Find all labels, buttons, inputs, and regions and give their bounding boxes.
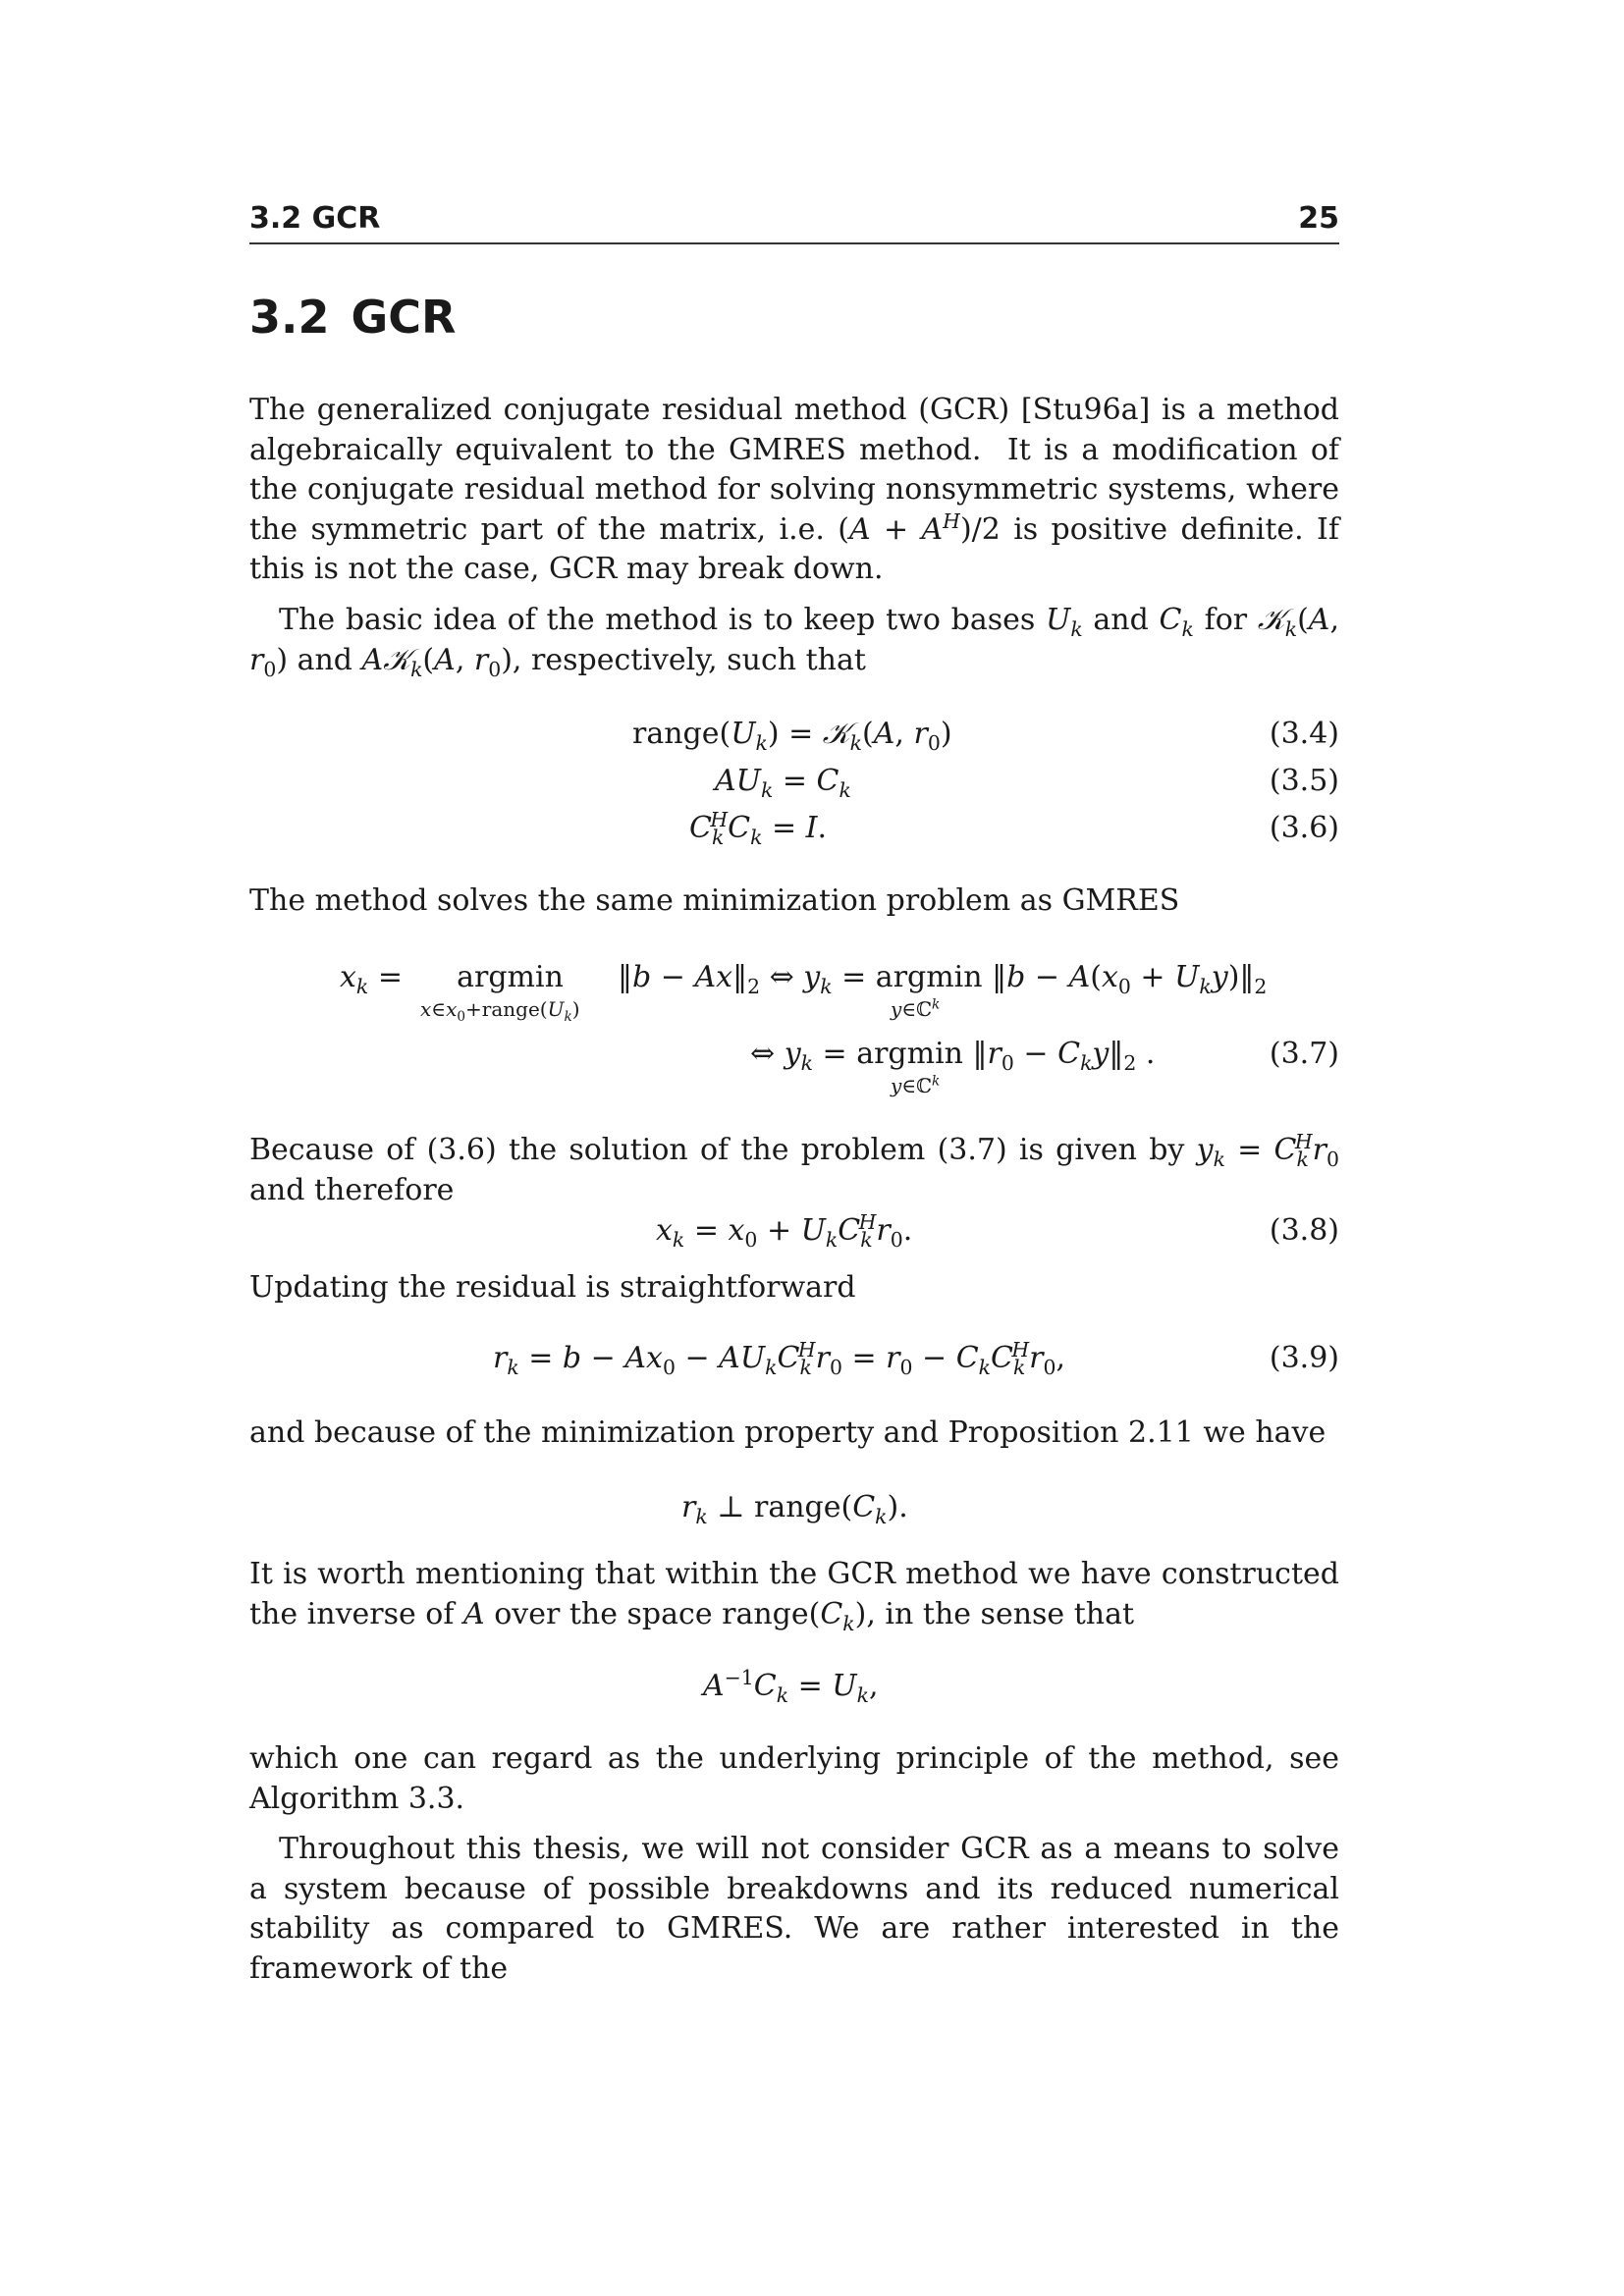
section-number: 3.2	[249, 291, 330, 344]
equation-number-3-9: (3.9)	[1269, 1341, 1339, 1375]
paragraph-intro: The generalized conjugate residual method (GCR) [Stu96a] is a method algebraically equivalent to the GMRES method. It is a modification of the conjugate residual method for solving nonsymmetric systems, where the symmetric part of the matrix, i.e. $(A + A^H)/2$ is positive definite. If this is not the case, GCR may break down.	[249, 393, 1339, 586]
page-number: 25	[1298, 201, 1339, 236]
argmin-subscript-1: $x\in x_0+range(U_k)$	[420, 997, 580, 1025]
paragraph-solution: Because of (3.6) the solution of the problem (3.7) is given by $y_k = C_k^Hr_0$ and therefore	[249, 1130, 1339, 1207]
equation-3-8: $x_k = x_0 + U_kC_k^Hr_0$.	[656, 1210, 913, 1252]
section-heading	[249, 291, 456, 344]
paragraph-principle: which one can regard as the underlying principle of the method, see Algorithm 3.3.	[249, 1741, 1339, 1816]
running-header-section: 3.2 GCR	[249, 201, 381, 236]
argmin-subscript-3: y∈ℂ$^k$	[891, 1073, 941, 1097]
equation-3-4: $range(U_k)$ = 𝒦$_k$(A, $r_0$)	[632, 717, 952, 755]
equation-orthogonality: $r_k$ ⊥ $range(C_k)$.	[681, 1490, 908, 1528]
paragraph-inverse: It is worth mentioning that within the GCR method we have constructed the inverse of A over the space $range(C_k)$, in the sense that	[249, 1557, 1339, 1635]
equation-3-6: $C_k^HC_k = I$.	[689, 808, 828, 849]
paragraph-residual: Updating the residual is straightforward	[249, 1270, 856, 1305]
equation-number-3-7: (3.7)	[1269, 1037, 1339, 1071]
running-header	[249, 201, 1339, 244]
equation-3-7-line-2: ⇔ $y_k = argmin$ $‖r_0$ − $C_ky‖_2$ .	[750, 1037, 1156, 1075]
equation-number-3-4: (3.4)	[1269, 717, 1339, 751]
equation-number-3-8: (3.8)	[1269, 1213, 1339, 1248]
section-title: GCR	[351, 291, 457, 344]
paragraph-thesis-note: Throughout this thesis, we will not consider GCR as a means to solve a system because of possible breakdowns and its reduced numerical stability as compared to GMRES. We are rather interested in the framework of the	[249, 1832, 1339, 1986]
paragraph-minimization-property: and because of the minimization property and Proposition 2.11 we have	[249, 1415, 1326, 1450]
paragraph-bases: The basic idea of the method is to keep two bases $U_k$ and $C_k$ for 𝒦$_k$(A, $r_0$) and A𝒦$_k$(A, $r_0$), respectively, such that	[249, 603, 1340, 681]
argmin-subscript-2: y∈ℂ$^k$	[891, 996, 941, 1021]
equation-3-7-line-1: $x_k = argmin$ ‖b − $Ax‖_2$ ⇔ $y_k = argmin$ ‖b − $A(x_0$ + $U_ky)‖_2$	[340, 960, 1268, 998]
equation-number-3-5: (3.5)	[1269, 764, 1339, 798]
equation-3-5: $AU_k = C_k$	[715, 764, 851, 802]
paragraph-minimization: The method solves the same minimization problem as GMRES	[249, 883, 1180, 918]
equation-3-9: $r_k = b - Ax_0 - AU_kC_k^Hr_0 = r_0 - C_kC_k^Hr_0$,	[493, 1338, 1066, 1379]
equation-inverse: $A^{-1}C_k = U_k$,	[703, 1666, 879, 1707]
equation-number-3-6: (3.6)	[1269, 811, 1339, 845]
